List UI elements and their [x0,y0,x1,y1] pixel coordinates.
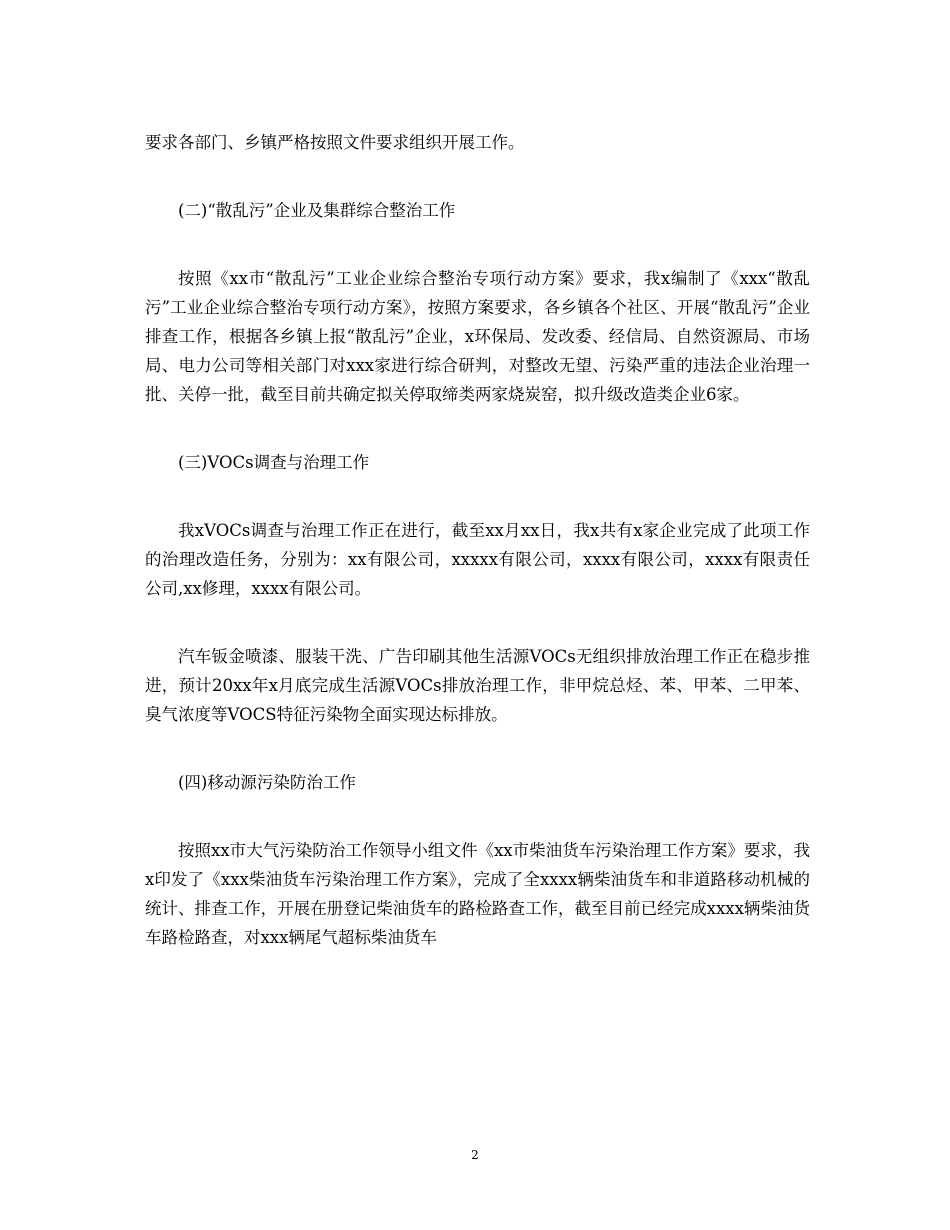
section-heading-4: (四)移动源污染防治工作 [178,773,356,792]
section-heading-3: (三)VOCs调查与治理工作 [178,453,370,472]
section-heading-2: (二)“散乱污”企业及集群综合整治工作 [178,201,456,220]
paragraph-mobile-sources: 按照xx市大气污染防治工作领导小组文件《xx市柴油货车污染治理工作方案》要求，我x印发了《xxx柴油货车污染治理工作方案》，完成了全xxxx辆柴油货车和非道路移动机械的统计、排查工作，开展在册登记柴油货车的路检路查工作，截至目前已经完成xxxx辆柴油货车路检路查，对xxx辆尾气超标柴油货车 [145,841,810,947]
page-number: 2 [471,1148,479,1162]
paragraph-vocs-living-sources: 汽车钣金喷漆、服装干洗、广告印刷其他生活源VOCs无组织排放治理工作正在稳步推进，预计20xx年x月底完成生活源VOCs排放治理工作，非甲烷总烃、苯、甲苯、二甲苯、臭气浓度等VOCS特征污染物全面实现达标排放。 [145,647,810,724]
paragraph-vocs-investigation: 我xVOCs调查与治理工作正在进行，截至xx月xx日，我x共有x家企业完成了此项工作的治理改造任务，分别为：xx有限公司，xxxxx有限公司，xxxx有限公司，xxxx有限责任公司,xx修理，xxxx有限公司。 [145,521,810,598]
document-body [145,128,810,991]
paragraph-continuation: 要求各部门、乡镇严格按照文件要求组织开展工作。 [145,133,525,152]
paragraph-scattered-pollution: 按照《xx市“散乱污”工业企业综合整治专项行动方案》要求，我x编制了《xxx“散乱污”工业企业综合整治专项行动方案》，按照方案要求，各乡镇各个社区、开展“散乱污”企业排查工作，根据各乡镇上报“散乱污”企业，x环保局、发改委、经信局、自然资源局、市场局、电力公司等相关部门对xxx家进行综合研判，对整改无望、污染严重的违法企业治理一批、关停一批，截至目前共确定拟关停取缔类两家烧炭窑，拟升级改造类企业6家。 [145,269,810,404]
